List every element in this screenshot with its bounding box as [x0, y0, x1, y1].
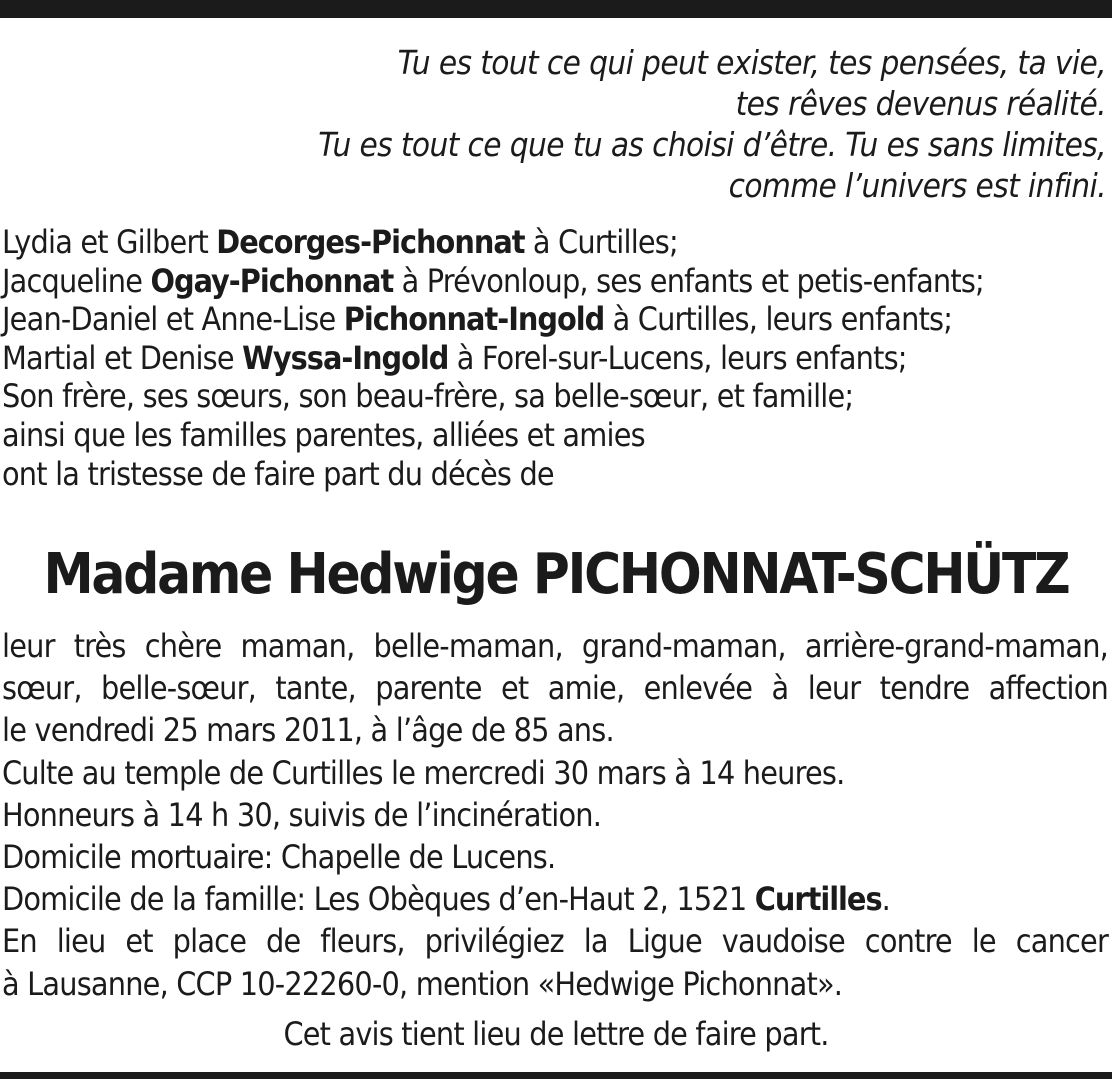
relation-line: sœur, belle-sœur, tante, parente et amie, enlevée à leur tendre affection — [2, 669, 1108, 708]
poem-line: Tu es tout ce que tu as choisi d’être. Tu es sans limites, — [318, 125, 1106, 164]
family-line-text: Jean-Daniel et Anne-Lise — [2, 300, 344, 339]
family-surname: Pichonnat-Ingold — [343, 300, 605, 339]
family-home-address: Domicile de la famille: Les Obèques d’en-Haut 2, 1521 — [2, 880, 755, 919]
family-line-text: à Prévonloup, ses enfants et petis-enfants; — [393, 261, 984, 300]
relation-line: leur très chère maman, belle-maman, grand-maman, arrière-grand-maman, — [2, 627, 1108, 665]
family-surname: Wyssa-Ingold — [242, 338, 449, 377]
family-line: ont la tristesse de faire part du décès de — [2, 454, 554, 493]
family-announcers — [2, 223, 1108, 493]
deceased-name: Madame Hedwige PICHONNAT-SCHÜTZ — [43, 542, 1069, 607]
family-line — [2, 300, 1108, 339]
donation-line: à Lausanne, CCP 10-22260-0, mention «Hedwige Pichonnat». — [2, 964, 843, 1003]
footer-note: Cet avis tient lieu de lettre de faire part. — [283, 1015, 829, 1053]
family-line: ainsi que les familles parentes, alliées et amies — [2, 415, 645, 454]
epigraph-poem — [206, 42, 1106, 206]
family-line-text: à Curtilles; — [524, 223, 678, 261]
death-date-line: le vendredi 25 mars 2011, à l’âge de 85 ans. — [2, 711, 614, 750]
family-home-period: . — [881, 880, 890, 919]
obituary-details — [2, 625, 1108, 1005]
bottom-border-rule — [0, 1072, 1112, 1079]
family-line-text: Martial et Denise — [2, 338, 243, 377]
mortuary-line: Domicile mortuaire: Chapelle de Lucens. — [2, 838, 556, 877]
family-line — [2, 339, 1108, 378]
donation-line: En lieu et place de fleurs, privilégiez la Ligue vaudoise contre le cancer — [2, 922, 1108, 961]
family-line: Son frère, ses sœurs, son beau-frère, sa belle-sœur, et famille; — [2, 377, 854, 416]
family-line — [2, 223, 1108, 262]
family-line-text: Jacqueline — [2, 261, 151, 300]
family-home-line — [2, 878, 1108, 920]
poem-line: Tu es tout ce qui peut exister, tes pensées, ta vie, — [397, 43, 1106, 82]
poem-line: comme l’univers est infini. — [728, 166, 1106, 205]
family-line — [2, 262, 1108, 301]
family-surname: Ogay-Pichonnat — [150, 261, 394, 300]
poem-line: tes rêves devenus réalité. — [735, 84, 1106, 123]
top-border-rule — [0, 0, 1112, 18]
honours-line: Honneurs à 14 h 30, suivis de l’incinération. — [2, 795, 602, 834]
service-line: Culte au temple de Curtilles le mercredi 30 mars à 14 heures. — [2, 753, 845, 792]
family-line-text: à Forel-sur-Lucens, leurs enfants; — [448, 338, 907, 377]
family-line-text: à Curtilles, leurs enfants; — [604, 300, 953, 339]
family-home-town: Curtilles — [754, 880, 882, 919]
family-surname: Decorges-Pichonnat — [216, 223, 525, 261]
family-line-text: Lydia et Gilbert — [2, 223, 217, 261]
